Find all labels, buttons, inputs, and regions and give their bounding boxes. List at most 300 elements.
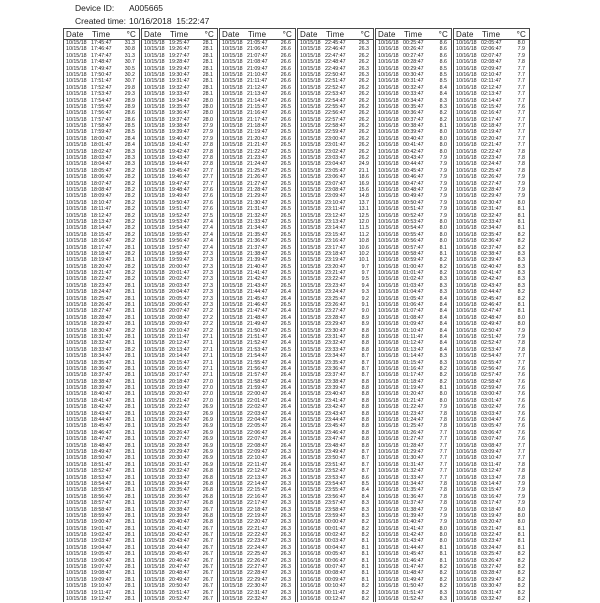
date-cell: 10/15/18 <box>66 410 87 417</box>
temp-cell: 26.9 <box>202 449 213 455</box>
date-cell: 10/15/18 <box>66 244 87 251</box>
temp-cell: 27.9 <box>202 129 213 136</box>
time-cell: 21:21:47 <box>247 142 268 149</box>
time-cell: 01:02:47 <box>403 276 424 283</box>
time-cell: 01:32:47 <box>403 468 424 475</box>
date-cell: 10/15/18 <box>144 193 165 200</box>
time-cell: 01:31:47 <box>403 461 424 468</box>
time-cell: 18:04:47 <box>91 161 112 168</box>
time-cell: 02:44:47 <box>481 289 502 296</box>
date-cell: 10/15/18 <box>66 404 87 411</box>
date-cell: 10/16/18 <box>300 564 321 571</box>
temp-cell: 7.8 <box>439 493 447 500</box>
temp-cell: 7.8 <box>517 59 525 66</box>
temp-cell: 8.4 <box>439 91 447 98</box>
temp-cell: 26.4 <box>280 417 291 424</box>
time-cell: 21:13:47 <box>247 91 268 98</box>
time-cell: 01:22:47 <box>403 404 424 411</box>
time-cell: 22:47:47 <box>325 52 346 59</box>
time-cell: 03:17:47 <box>481 500 502 507</box>
time-cell: 22:29:47 <box>247 576 268 583</box>
time-cell: 23:14:47 <box>325 225 346 232</box>
temp-cell: 7.8 <box>517 155 525 162</box>
temp-cell: 28.1 <box>124 436 135 443</box>
time-cell: 19:53:47 <box>169 218 190 225</box>
time-cell: 01:27:47 <box>403 436 424 443</box>
temp-cell: 28.0 <box>202 97 213 104</box>
time-cell: 22:16:47 <box>247 493 268 500</box>
temp-cell: 8.2 <box>439 372 447 379</box>
time-cell: 00:09:47 <box>325 576 346 583</box>
date-cell: 10/15/18 <box>222 244 243 251</box>
log-row <box>298 596 373 602</box>
temp-cell: 26.4 <box>280 487 291 494</box>
date-cell: 10/15/18 <box>222 289 243 296</box>
date-cell: 10/16/18 <box>456 512 477 519</box>
time-cell: 23:09:47 <box>325 193 346 200</box>
time-cell: 23:41:47 <box>325 397 346 404</box>
time-cell: 23:37:47 <box>325 372 346 379</box>
temp-cell: 26.3 <box>280 480 291 487</box>
temp-cell: 7.9 <box>439 174 447 181</box>
time-cell: 19:49:47 <box>169 193 190 200</box>
date-cell: 10/15/18 <box>144 595 165 602</box>
date-cell: 10/15/18 <box>300 397 321 404</box>
header-temp-label: °C <box>282 30 292 39</box>
temp-cell: 8.4 <box>439 321 447 328</box>
temp-cell: 8.3 <box>361 506 369 513</box>
date-cell: 10/15/18 <box>144 519 165 526</box>
temp-cell: 28.1 <box>124 244 135 251</box>
temp-cell: 7.9 <box>517 186 525 193</box>
temp-cell: 7.7 <box>517 97 525 104</box>
temp-cell: 7.9 <box>439 155 447 162</box>
temp-cell: 26.2 <box>358 155 369 162</box>
temp-cell: 28.2 <box>124 263 135 270</box>
temp-cell: 7.9 <box>439 180 447 187</box>
time-cell: 17:55:47 <box>91 103 112 110</box>
date-cell: 10/15/18 <box>222 314 243 321</box>
time-cell: 03:09:47 <box>481 449 502 455</box>
temp-cell: 28.2 <box>124 250 135 257</box>
date-cell: 10/16/18 <box>378 359 399 366</box>
temp-cell: 28.1 <box>124 429 135 436</box>
time-cell: 23:30:47 <box>325 327 346 334</box>
time-cell: 20:09:47 <box>169 321 190 328</box>
time-cell: 20:26:47 <box>169 429 190 436</box>
temp-cell: 7.6 <box>517 429 525 436</box>
time-cell: 20:15:47 <box>169 359 190 366</box>
time-cell: 00:26:47 <box>403 46 424 53</box>
temp-cell: 26.5 <box>280 270 291 277</box>
temp-cell: 26.6 <box>280 65 291 72</box>
time-cell: 22:58:47 <box>325 123 346 130</box>
date-cell: 10/16/18 <box>300 551 321 558</box>
time-cell: 23:55:47 <box>325 487 346 494</box>
date-cell: 10/15/18 <box>300 148 321 155</box>
temp-cell: 8.4 <box>439 308 447 315</box>
temp-cell: 8.8 <box>361 327 369 334</box>
time-cell: 19:44:47 <box>169 161 190 168</box>
temp-cell: 26.3 <box>280 474 291 481</box>
time-cell: 21:48:47 <box>247 314 268 321</box>
temp-cell: 26.7 <box>202 525 213 532</box>
date-cell: 10/16/18 <box>456 142 477 149</box>
date-cell: 10/15/18 <box>66 186 87 193</box>
temp-cell: 8.1 <box>361 551 369 558</box>
date-cell: 10/16/18 <box>378 244 399 251</box>
temp-cell: 7.9 <box>517 327 525 334</box>
date-cell: 10/16/18 <box>378 500 399 507</box>
time-cell: 01:25:47 <box>403 423 424 430</box>
temp-cell: 10.8 <box>358 238 369 245</box>
time-cell: 00:00:47 <box>325 519 346 526</box>
time-cell: 00:32:47 <box>403 84 424 91</box>
date-cell: 10/15/18 <box>222 91 243 98</box>
log-column-6 <box>453 28 530 602</box>
temp-cell: 7.9 <box>439 161 447 168</box>
date-cell: 10/15/18 <box>222 372 243 379</box>
temp-cell: 27.3 <box>202 263 213 270</box>
time-cell: 17:46:47 <box>91 46 112 53</box>
date-cell: 10/15/18 <box>222 538 243 545</box>
temp-cell: 8.3 <box>517 282 525 289</box>
time-cell: 21:55:47 <box>247 359 268 366</box>
time-cell: 21:47:47 <box>247 308 268 315</box>
time-cell: 19:38:47 <box>169 123 190 130</box>
time-cell: 20:24:47 <box>169 417 190 424</box>
date-cell: 10/16/18 <box>456 340 477 347</box>
temp-cell: 26.3 <box>358 65 369 72</box>
temp-cell: 8.9 <box>361 314 369 321</box>
time-cell: 17:59:47 <box>91 129 112 136</box>
time-cell: 02:37:47 <box>481 244 502 251</box>
temp-cell: 26.3 <box>280 544 291 551</box>
time-cell: 01:52:47 <box>403 595 424 602</box>
date-cell: 10/16/18 <box>456 449 477 455</box>
temp-cell: 7.9 <box>517 52 525 59</box>
header-time-label: Time <box>248 30 267 39</box>
date-cell: 10/15/18 <box>66 257 87 264</box>
time-cell: 18:54:47 <box>91 480 112 487</box>
temp-cell: 26.5 <box>280 231 291 238</box>
temp-cell: 7.7 <box>439 429 447 436</box>
temp-cell: 26.4 <box>280 385 291 392</box>
temp-cell: 7.9 <box>439 212 447 219</box>
date-cell: 10/15/18 <box>222 474 243 481</box>
temp-cell: 8.8 <box>361 378 369 385</box>
temp-cell: 8.2 <box>439 270 447 277</box>
date-cell: 10/16/18 <box>300 583 321 590</box>
time-cell: 23:49:47 <box>325 449 346 455</box>
time-cell: 21:09:47 <box>247 65 268 72</box>
log-column-3 <box>219 28 296 602</box>
time-cell: 17:57:47 <box>91 116 112 123</box>
date-cell: 10/15/18 <box>300 199 321 206</box>
time-cell: 18:05:47 <box>91 167 112 174</box>
time-cell: 21:32:47 <box>247 212 268 219</box>
time-cell: 01:50:47 <box>403 583 424 590</box>
time-cell: 03:22:47 <box>481 532 502 539</box>
date-cell: 10/15/18 <box>66 378 87 385</box>
date-cell: 10/15/18 <box>222 276 243 283</box>
temp-cell: 7.8 <box>517 346 525 353</box>
date-cell: 10/15/18 <box>144 487 165 494</box>
temp-cell: 27.3 <box>202 257 213 264</box>
time-cell: 21:22:47 <box>247 148 268 155</box>
date-cell: 10/15/18 <box>222 65 243 72</box>
temp-cell: 12.0 <box>358 218 369 225</box>
date-cell: 10/15/18 <box>222 385 243 392</box>
temp-cell: 8.8 <box>361 436 369 443</box>
time-cell: 17:49:47 <box>91 65 112 72</box>
time-cell: 02:58:47 <box>481 378 502 385</box>
date-cell: 10/16/18 <box>378 506 399 513</box>
date-cell: 10/15/18 <box>144 576 165 583</box>
date-cell: 10/15/18 <box>144 110 165 117</box>
temp-cell: 26.5 <box>280 257 291 264</box>
temp-cell: 26.5 <box>280 346 291 353</box>
temp-cell: 26.2 <box>358 103 369 110</box>
date-cell: 10/15/18 <box>66 308 87 315</box>
temp-cell: 8.1 <box>517 302 525 309</box>
temp-cell: 9.4 <box>361 282 369 289</box>
date-cell: 10/15/18 <box>222 199 243 206</box>
date-cell: 10/15/18 <box>300 270 321 277</box>
time-cell: 18:32:47 <box>91 340 112 347</box>
time-cell: 21:16:47 <box>247 110 268 117</box>
temp-cell: 26.4 <box>280 410 291 417</box>
temp-cell: 26.2 <box>358 142 369 149</box>
date-cell: 10/16/18 <box>456 557 477 564</box>
temp-cell: 7.6 <box>517 103 525 110</box>
temp-cell: 8.1 <box>517 206 525 213</box>
temp-cell: 16.9 <box>358 180 369 187</box>
temp-cell: 26.6 <box>280 71 291 78</box>
time-cell: 19:08:47 <box>91 570 112 577</box>
temp-cell: 8.7 <box>361 468 369 475</box>
date-cell: 10/15/18 <box>300 142 321 149</box>
time-cell: 02:25:47 <box>481 167 502 174</box>
date-cell: 10/15/18 <box>144 59 165 66</box>
date-cell: 10/15/18 <box>222 493 243 500</box>
time-cell: 21:43:47 <box>247 282 268 289</box>
date-cell: 10/15/18 <box>66 385 87 392</box>
time-cell: 00:42:47 <box>403 148 424 155</box>
time-cell: 03:26:47 <box>481 557 502 564</box>
date-cell: 10/15/18 <box>222 97 243 104</box>
date-cell: 10/15/18 <box>300 385 321 392</box>
temp-cell: 8.8 <box>361 423 369 430</box>
date-cell: 10/16/18 <box>378 116 399 123</box>
temp-cell: 8.0 <box>439 231 447 238</box>
temp-cell: 28.2 <box>124 199 135 206</box>
date-cell: 10/15/18 <box>66 129 87 136</box>
time-cell: 18:44:47 <box>91 417 112 424</box>
header-date-label: Date <box>300 30 318 39</box>
temp-cell: 26.3 <box>358 46 369 53</box>
date-cell: 10/15/18 <box>222 576 243 583</box>
temp-cell: 27.0 <box>202 397 213 404</box>
date-cell: 10/15/18 <box>300 365 321 372</box>
date-cell: 10/16/18 <box>456 174 477 181</box>
time-cell: 03:25:47 <box>481 551 502 558</box>
temp-cell: 28.1 <box>124 417 135 424</box>
temp-cell: 9.2 <box>361 295 369 302</box>
header-date-label: Date <box>222 30 240 39</box>
time-cell: 00:36:47 <box>403 110 424 117</box>
date-cell: 10/15/18 <box>144 52 165 59</box>
time-cell: 20:34:47 <box>169 480 190 487</box>
date-cell: 10/15/18 <box>300 250 321 257</box>
time-cell: 19:30:47 <box>169 71 190 78</box>
temp-cell: 8.1 <box>517 532 525 539</box>
time-cell: 23:29:47 <box>325 321 346 328</box>
temp-cell: 9.5 <box>361 276 369 283</box>
date-cell: 10/16/18 <box>456 148 477 155</box>
time-cell: 03:24:47 <box>481 544 502 551</box>
date-cell: 10/15/18 <box>222 295 243 302</box>
date-cell: 10/15/18 <box>144 385 165 392</box>
temp-cell: 28.1 <box>202 78 213 85</box>
time-cell: 02:17:47 <box>481 116 502 123</box>
temp-cell: 7.9 <box>517 500 525 507</box>
temp-cell: 7.8 <box>517 461 525 468</box>
date-cell: 10/15/18 <box>222 506 243 513</box>
temp-cell: 8.1 <box>361 564 369 571</box>
date-cell: 10/15/18 <box>300 378 321 385</box>
temp-cell: 27.1 <box>202 340 213 347</box>
created-time-label: Created time: <box>75 15 127 26</box>
temp-cell: 7.7 <box>439 442 447 449</box>
temp-cell: 28.2 <box>124 167 135 174</box>
date-cell: 10/15/18 <box>222 40 243 46</box>
date-cell: 10/15/18 <box>144 148 165 155</box>
date-cell: 10/15/18 <box>144 583 165 590</box>
time-cell: 01:23:47 <box>403 410 424 417</box>
date-cell: 10/15/18 <box>300 468 321 475</box>
time-cell: 02:47:47 <box>481 308 502 315</box>
time-cell: 22:28:47 <box>247 570 268 577</box>
date-cell: 10/15/18 <box>144 46 165 53</box>
temp-cell: 27.6 <box>202 206 213 213</box>
temp-cell: 7.9 <box>517 46 525 53</box>
date-cell: 10/15/18 <box>144 423 165 430</box>
time-cell: 01:37:47 <box>403 500 424 507</box>
temp-cell: 8.7 <box>361 372 369 379</box>
date-cell: 10/15/18 <box>222 519 243 526</box>
date-cell: 10/15/18 <box>66 346 87 353</box>
time-cell: 00:06:47 <box>325 557 346 564</box>
date-cell: 10/15/18 <box>300 257 321 264</box>
time-cell: 00:46:47 <box>403 174 424 181</box>
time-cell: 18:50:47 <box>91 455 112 462</box>
temp-cell: 27.1 <box>202 346 213 353</box>
time-cell: 21:19:47 <box>247 129 268 136</box>
date-cell: 10/15/18 <box>144 231 165 238</box>
temp-cell: 27.3 <box>202 270 213 277</box>
time-cell: 18:47:47 <box>91 436 112 443</box>
date-cell: 10/15/18 <box>222 257 243 264</box>
date-cell: 10/16/18 <box>378 206 399 213</box>
date-cell: 10/15/18 <box>222 570 243 577</box>
date-cell: 10/16/18 <box>378 97 399 104</box>
date-cell: 10/15/18 <box>66 455 87 462</box>
time-cell: 19:58:47 <box>169 250 190 257</box>
time-cell: 23:31:47 <box>325 333 346 340</box>
temp-cell: 8.1 <box>517 544 525 551</box>
time-cell: 00:57:47 <box>403 244 424 251</box>
date-cell: 10/16/18 <box>378 257 399 264</box>
temp-cell: 26.3 <box>280 493 291 500</box>
temp-cell: 28.1 <box>124 512 135 519</box>
time-cell: 00:58:47 <box>403 250 424 257</box>
temp-cell: 28.1 <box>124 449 135 455</box>
date-cell: 10/15/18 <box>222 500 243 507</box>
time-cell: 22:17:47 <box>247 500 268 507</box>
time-cell: 23:17:47 <box>325 244 346 251</box>
time-cell: 00:01:47 <box>325 525 346 532</box>
date-cell: 10/15/18 <box>222 346 243 353</box>
report-header <box>75 2 209 27</box>
temp-cell: 8.3 <box>439 289 447 296</box>
date-cell: 10/15/18 <box>144 270 165 277</box>
time-cell: 23:26:47 <box>325 302 346 309</box>
date-cell: 10/16/18 <box>456 314 477 321</box>
time-cell: 00:41:47 <box>403 142 424 149</box>
time-cell: 21:51:47 <box>247 333 268 340</box>
temp-cell: 26.4 <box>280 295 291 302</box>
created-time-row <box>75 15 209 28</box>
date-cell: 10/15/18 <box>300 193 321 200</box>
time-cell: 18:58:47 <box>91 506 112 513</box>
time-cell: 20:48:47 <box>169 570 190 577</box>
temp-cell: 8.2 <box>517 289 525 296</box>
temp-cell: 27.7 <box>202 167 213 174</box>
temp-cell: 8.4 <box>361 487 369 494</box>
temp-cell: 26.7 <box>202 557 213 564</box>
date-cell: 10/15/18 <box>66 231 87 238</box>
time-cell: 22:12:47 <box>247 468 268 475</box>
temp-cell: 7.7 <box>517 353 525 360</box>
temp-cell: 27.1 <box>202 353 213 360</box>
header-date-label: Date <box>144 30 162 39</box>
time-cell: 18:11:47 <box>91 206 112 213</box>
temp-cell: 8.7 <box>361 365 369 372</box>
time-cell: 02:51:47 <box>481 333 502 340</box>
date-cell: 10/15/18 <box>66 595 87 602</box>
temp-cell: 28.1 <box>124 461 135 468</box>
date-cell: 10/16/18 <box>456 391 477 398</box>
temp-cell: 27.2 <box>202 327 213 334</box>
temp-cell: 7.9 <box>517 333 525 340</box>
temp-cell: 28.1 <box>124 500 135 507</box>
date-cell: 10/15/18 <box>66 519 87 526</box>
date-cell: 10/16/18 <box>456 263 477 270</box>
temp-cell: 26.4 <box>280 397 291 404</box>
date-cell: 10/16/18 <box>456 59 477 66</box>
time-cell: 23:47:47 <box>325 436 346 443</box>
temp-cell: 26.5 <box>280 327 291 334</box>
temp-cell: 26.5 <box>280 129 291 136</box>
time-cell: 20:31:47 <box>169 461 190 468</box>
date-cell: 10/15/18 <box>222 129 243 136</box>
temp-cell: 26.5 <box>280 250 291 257</box>
time-cell: 18:03:47 <box>91 155 112 162</box>
time-cell: 23:12:47 <box>325 212 346 219</box>
temp-cell: 7.8 <box>517 468 525 475</box>
date-cell: 10/16/18 <box>456 564 477 571</box>
